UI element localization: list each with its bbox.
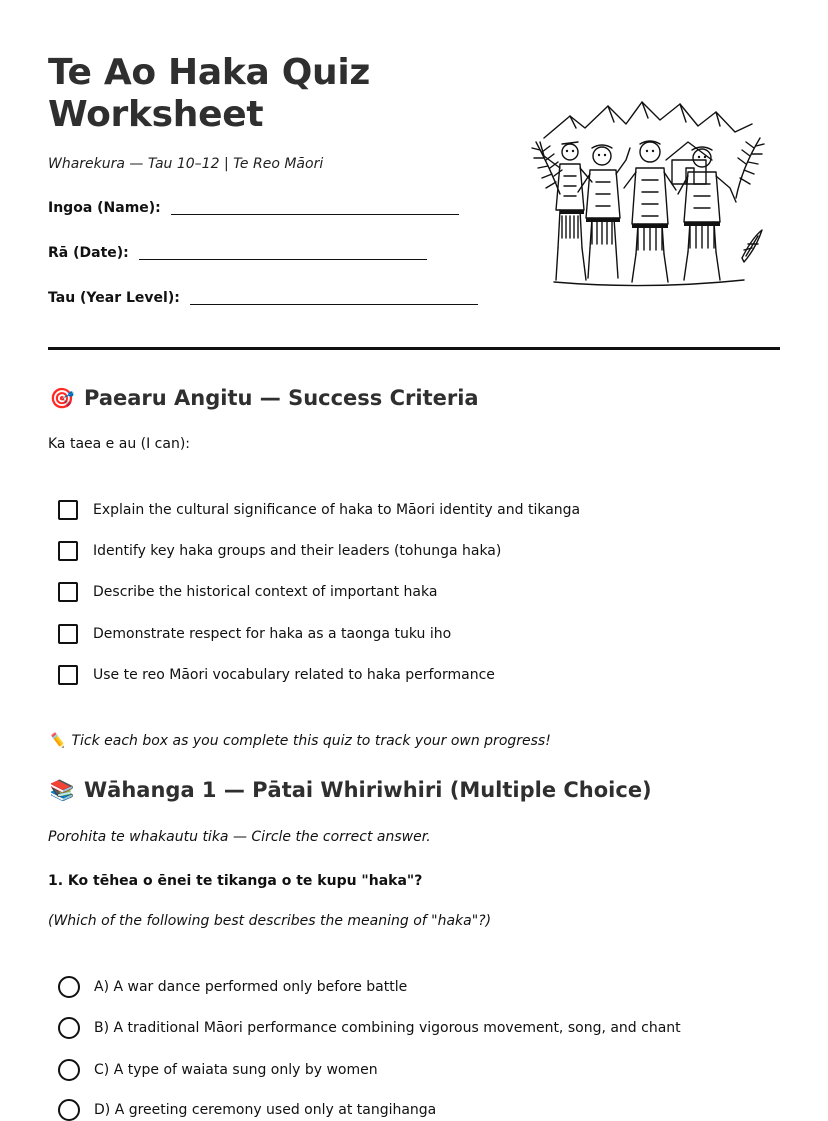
haka-performers-illustration xyxy=(530,98,766,290)
criteria-checkbox[interactable] xyxy=(58,541,78,561)
answer-option[interactable] xyxy=(58,1059,378,1081)
answer-radio[interactable] xyxy=(58,1017,80,1039)
answer-option-label: C) A type of waiata sung only by women xyxy=(94,1062,378,1078)
date-field-label: Rā (Date): xyxy=(48,245,129,261)
target-icon: 🎯 xyxy=(49,386,75,410)
criteria-item-label: Identify key haka groups and their leaders (tohunga haka) xyxy=(93,543,502,559)
criteria-item-label: Demonstrate respect for haka as a taonga tuku iho xyxy=(93,626,452,642)
books-icon: 📚 xyxy=(49,778,75,802)
progress-note-text: Tick each box as you complete this quiz to track your own progress! xyxy=(71,733,551,749)
answer-radio[interactable] xyxy=(58,1059,80,1081)
name-field-line[interactable] xyxy=(171,214,459,215)
answer-radio[interactable] xyxy=(58,976,80,998)
criteria-item-label: Explain the cultural significance of haka to Māori identity and tikanga xyxy=(93,502,581,518)
criteria-item-label: Describe the historical context of important haka xyxy=(93,584,438,600)
criteria-checkbox[interactable] xyxy=(58,665,78,685)
criteria-item-label: Use te reo Māori vocabulary related to haka performance xyxy=(93,667,495,683)
answer-option-label: B) A traditional Māori performance combining vigorous movement, song, and chant xyxy=(94,1020,681,1036)
criteria-item[interactable] xyxy=(58,500,580,520)
criteria-item[interactable] xyxy=(58,541,501,561)
success-criteria-heading xyxy=(48,386,479,410)
answer-option-label: D) A greeting ceremony used only at tangihanga xyxy=(94,1102,437,1118)
answer-option[interactable] xyxy=(58,1017,681,1039)
date-field-line[interactable] xyxy=(139,259,427,260)
criteria-checkbox[interactable] xyxy=(58,582,78,602)
progress-note xyxy=(48,733,551,749)
section1-heading xyxy=(48,778,652,802)
page-subtitle: Wharekura — Tau 10–12 | Te Reo Māori xyxy=(48,156,324,172)
criteria-item[interactable] xyxy=(58,665,495,685)
criteria-checkbox[interactable] xyxy=(58,624,78,644)
header-divider xyxy=(48,347,780,350)
section1-instruction: Porohita te whakautu tika — Circle the correct answer. xyxy=(48,829,431,845)
worksheet-page xyxy=(48,0,780,1118)
success-criteria-heading-text: Paearu Angitu — Success Criteria xyxy=(84,386,479,410)
year-level-field[interactable] xyxy=(48,290,478,306)
date-field[interactable] xyxy=(48,245,427,261)
criteria-item[interactable] xyxy=(58,582,437,602)
section1-heading-text: Wāhanga 1 — Pātai Whiriwhiri (Multiple Choice) xyxy=(84,778,652,802)
year-level-field-label: Tau (Year Level): xyxy=(48,290,180,306)
name-field-label: Ingoa (Name): xyxy=(48,200,161,216)
success-criteria-intro: Ka taea e au (I can): xyxy=(48,436,191,452)
question-1-translation: (Which of the following best describes the meaning of "haka"?) xyxy=(48,913,492,929)
answer-option[interactable] xyxy=(58,976,407,998)
name-field[interactable] xyxy=(48,200,459,216)
year-level-field-line[interactable] xyxy=(190,304,478,305)
criteria-item[interactable] xyxy=(58,624,451,644)
criteria-checkbox[interactable] xyxy=(58,500,78,520)
question-1-text: 1. Ko tēhea o ēnei te tikanga o te kupu "haka"? xyxy=(48,873,423,889)
page-title: Te Ao Haka Quiz Worksheet xyxy=(48,52,371,135)
answer-option-label: A) A war dance performed only before battle xyxy=(94,979,408,995)
pencil-icon: ✏️ xyxy=(48,733,66,749)
